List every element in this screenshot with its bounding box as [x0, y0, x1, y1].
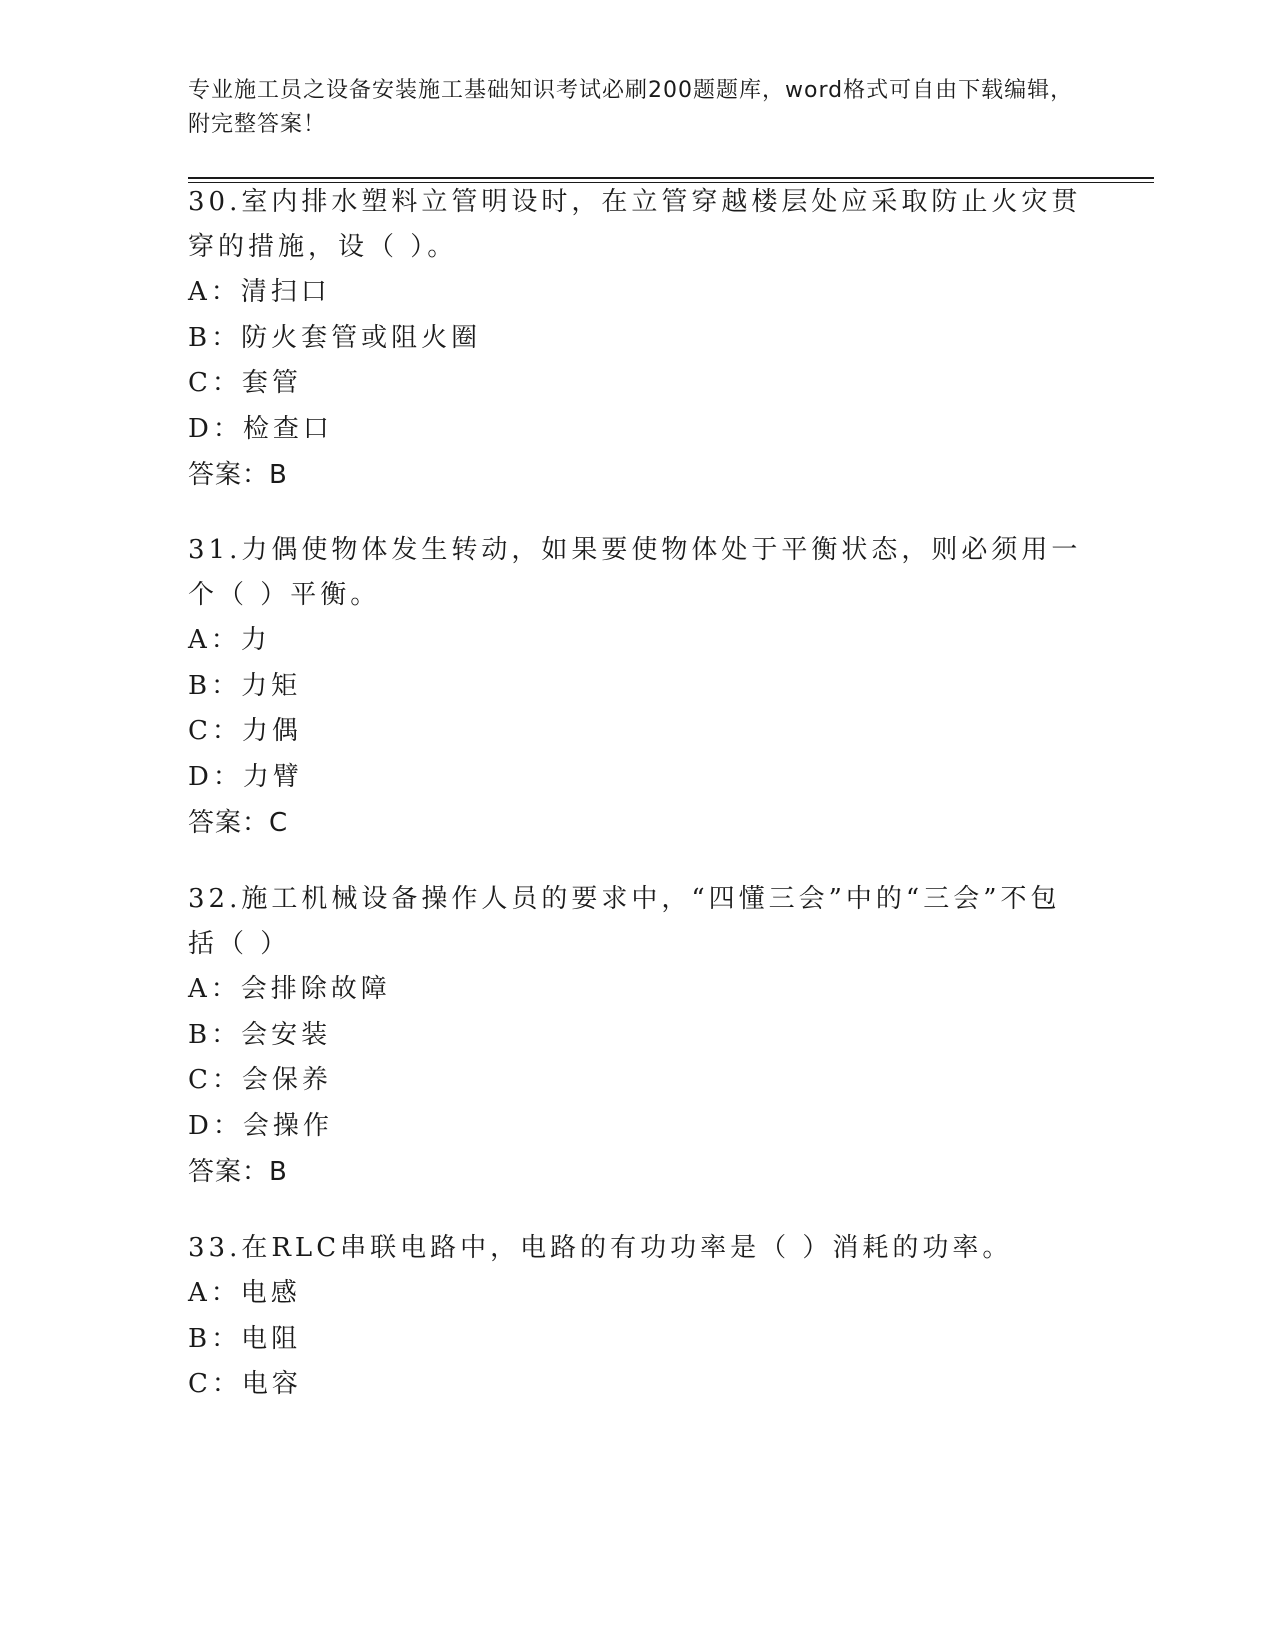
option-c: C：力偶 — [188, 716, 302, 746]
question-31 — [188, 528, 1088, 846]
option-a: A：会排除故障 — [188, 974, 391, 1004]
document-header: 专业施工员之设备安装施工基础知识考试必刷200题题库，word格式可自由下载编辑，附完整答案！ — [188, 78, 1074, 137]
option-d: D：检查口 — [188, 413, 333, 444]
question-text: 30.室内排水塑料立管明设时，在立管穿越楼层处应采取防止火灾贯穿的措施，设（ ）。 — [188, 187, 1082, 262]
question-text: 32.施工机械设备操作人员的要求中，“四懂三会”中的“三会”不包括（ ） — [188, 884, 1061, 959]
answer-label: 答案：B — [188, 1157, 288, 1187]
question-33 — [188, 1226, 1088, 1408]
option-b: B：防火套管或阻火圈 — [188, 322, 482, 353]
question-text: 33.在RLC串联电路中，电路的有功功率是（ ）消耗的功率。 — [188, 1233, 1013, 1263]
answer-label: 答案：C — [188, 808, 289, 838]
option-c: C：套管 — [188, 368, 302, 398]
question-30 — [188, 180, 1088, 498]
option-b: B：力矩 — [188, 670, 302, 701]
option-d: D：力臂 — [188, 761, 303, 792]
option-c: C：会保养 — [188, 1065, 332, 1095]
question-32 — [188, 877, 1088, 1195]
option-a: A：清扫口 — [188, 277, 331, 307]
option-d: D：会操作 — [188, 1110, 333, 1141]
option-a: A：电感 — [188, 1278, 301, 1308]
question-text: 31.力偶使物体发生转动，如果要使物体处于平衡状态，则必须用一个（ ）平衡。 — [188, 535, 1082, 610]
option-c: C：电容 — [188, 1369, 302, 1399]
header-divider-thick — [188, 177, 1154, 179]
option-a: A：力 — [188, 625, 271, 655]
option-b: B：电阻 — [188, 1323, 302, 1354]
option-b: B：会安装 — [188, 1019, 332, 1050]
answer-label: 答案：B — [188, 460, 288, 490]
